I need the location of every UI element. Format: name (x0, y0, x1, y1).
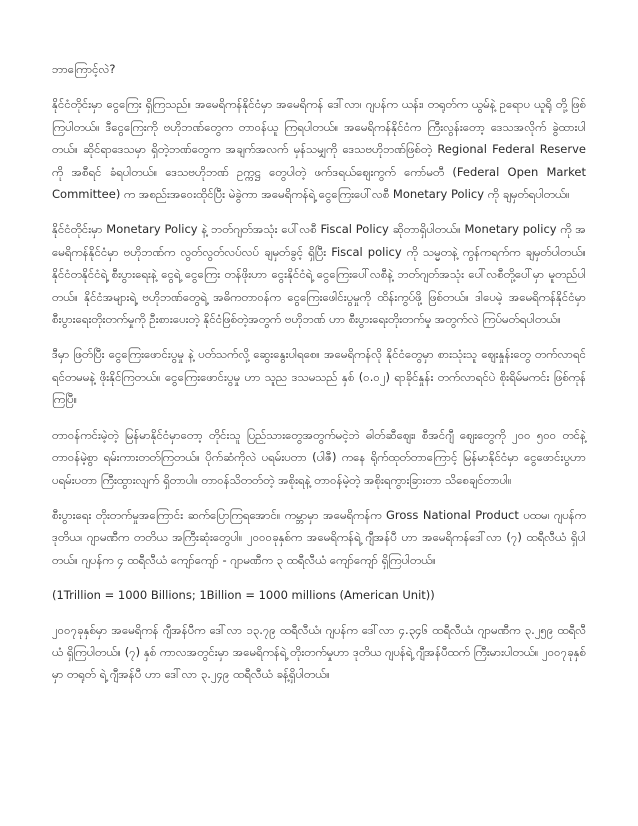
paragraph-inflation: ဒီမှာ ဖြတ်ပြီး ငွေကြေးဖောင်းပွမှု နဲ့ ပတ်သက်လို့ ဆွေးနွေးပါရစေ။ အမေရိကန်လို နိုင်ငံတွေမှာ စားသုံးသူ ဈေးနှုန်းတွေ တက်လာရင် ရင်တမမနဲ့ ဖိုးနိုင်ကြတယ်။ ငွေကြေးဖောင်းပွမှု ဟာ သူည ဒသမသည် နှစ် (၀.၀၂) ရာခိုင်နှုန်း တက်လာရင်ပဲ စိုးရိမ်မကင်း ဖြစ်ကုန်ကြပြီ။ (52, 347, 586, 407)
paragraph-myanmar: တာဝန်ကင်းမဲ့တဲ့ မြန်မာနိုင်ငံမှာတော့ တိုင်းသူ ပြည်သားတွေအတွက်မငဲ့ဘဲ ဓါတ်ဆီဈေး၊ စီအင်ဂျီ ဈေးတွေကို ၂၀၀ ၅၀၀ တင်နဲ့ တာဝန်မဲ့စွာ ရမ်းကားတတ်ကြတယ်။ ပိုက်ဆံကိုလဲ ပရမ်းပတာ (ပါဇီ) ကနေ ရိုက်ထုတ်တာကြောင့် မြန်မာနိုင်ငံမှာ ငွေဖောင်းပွဟာ ပရမ်းပတာ ကြီးထွားလျက် ရှိတာပါ။ တာဝန်သိတတ်တဲ့ အစိုးရနဲ့ တာဝန်မဲ့တဲ့ အစိုးရကွားခြားတာ သိစေချင်တာပါ။ (52, 427, 586, 487)
paragraph-unit-note: (1Trillion = 1000 Billions; 1Billion = 1000 millions (American Unit)) (52, 588, 435, 603)
paragraph-central-banks: နိုင်ငံတိုင်းမှာ ငွေကြေး ရှိကြသည်။ အမေရိကန်နိုင်ငံမှာ အမေရိကန် ဒေါ်လာ၊ ဂျပန်က ယန်း၊ တရုတ်က ယွမ်နဲ့ ဥရောပ ယူရို တို့ ဖြစ်ကြပါတယ်။ ဒီငွေကြေးကို ဗဟိုဘဏ်တွေက တာဝန်ယူ ကြရပါတယ်။ အမေရိကန်နိုင်ငံက ကြီးလွန်းတော့ ဒေသအလိုက် ခွဲထားပါတယ်။ ဆိုင်ရာဒေသမှာ ရှိတဲ့ဘဏ်တွေက အချက်အလက် မှန်သမျှကို ဒေသဗဟိုဘဏ်ဖြစ်တဲ့ Regional Federal Reserve ကို အစီရင် ခံရပါတယ်။ ဒေသဗဟိုဘဏ် ဥက္ကဋ္ဌ တွေပါတဲ့ ဖက်ဒရယ်ဈေးကွက် ကော်မတီ (Federal Open Market Committee) က အစည်းအဝေးထိုင်ပြီး မဲခွဲကာ အမေရိကန်ရဲ့ ငွေကြေးပေါ်လစီ Monetary Policy ကို ချမှတ်ရပါတယ်။ (52, 97, 586, 202)
paragraph-gnp-2007: ၂၀၀၇ခုနှစ်မှာ အမေရိကန် ဂျီအန်ပီက ဒေါ်လာ ၁၃.၇၉ ထရီလီယံ၊ ဂျပန်က ဒေါ်လာ ၄.၃၄၆ ထရီလီယံ၊ ဂျာမဏီက ၃.၂၅၉ ထရီလီယံ ရှိကြပါတယ်။ (၇) နှစ် ကာလအတွင်းမှာ အမေရိကန်ရဲ့ တိုးတက်မှုဟာ ဒုတိယ ဂျပန်ရဲ့ ဂျီအန်ပီထက် ကြီးမားပါတယ်။ ၂၀၀၇ခုနှစ်မှာ တရုတ် ရဲ့ ဂျီအန်ပီ ဟာ ဒေါ်လာ ၃.၂၄၉ ထရီလီယံ ခန့်ရှိပါတယ်။ (52, 622, 586, 682)
paragraph-monetary-fiscal-policy: နိုင်ငံတိုင်းမှာ Monetary Policy နဲ့ ဘတ်ဂျတ်အသုံး ပေါ်လစီ Fiscal Policy ဆိုတာရှိပါတယ်။ Monetary policy ကို အမေရိကန်နိုင်ငံမှာ ဗဟိုဘဏ်က လွတ်လွတ်လပ်လပ် ချမှတ်ခွင့် ရှိပြီး Fiscal policy ကို သမ္မတနဲ့ ကွန်ကရက်က ချမှတ်ပါတယ်။ နိုင်ငံတနိုင်ငံရဲ့ စီးပွားရေးနဲ့ ငွေရဲ့ ငွေကြေး တန်ဖိုးဟာ ငွေးနိုင်ငံရဲ့ ငွေကြေးပေါ်လစီနဲ့ ဘတ်ဂျတ်အသုံး ပေါ်လစီတို့ပေါ်မှာ မူတည်ပါတယ်။ နိုင်ငံအများရဲ့ ဗဟိုဘဏ်တွေရဲ့ အဓိကတာဝန်က ငွေကြေးဖေါင်းပွမှုကို ထိန်းကွပ်ဖို့ ဖြစ်တယ်။ ဒါပေမဲ့ အမေရိကန်နိုင်ငံမှာ စီးပွားရေးတိုးတက်မှုကို ဦးစားပေးတဲ့ နိုင်ငံဖြစ်တဲ့အတွက် ဗဟိုဘဏ် ဟာ စီးပွားရေးတိုးတက်မှု အတွက်လဲ ကြပ်မတ်ရပါတယ်။ (52, 222, 586, 327)
section-heading: ဘာကြောင့်လဲ? (52, 62, 116, 76)
paragraph-gnp: စီးပွားရေး တိုးတက်မှုအကြောင်း ဆက်ပြောကြရအောင်။ ကမ္ဘာမှာ အမေရိကန်က Gross National Product ပထမ၊ ဂျပန်က ဒုတိယ၊ ဂျာမဏီက တတိယ အကြီးဆုံးတွေပါ။ ၂၀၀၀ခုနှစ်က အမေရိကန်ရဲ့ ဂျီအန်ပီ ဟာ အမေရိကန်ဒေါ်လာ (၇) ထရီလီယံ ရှိပါတယ်။ ဂျပန်က ၄ ထရီလီယံ ကျော်ကျော် - ဂျာမဏီက ၃ ထရီလီယံ ကျော်ကျော် ရှိကြပါတယ်။ (52, 507, 586, 567)
